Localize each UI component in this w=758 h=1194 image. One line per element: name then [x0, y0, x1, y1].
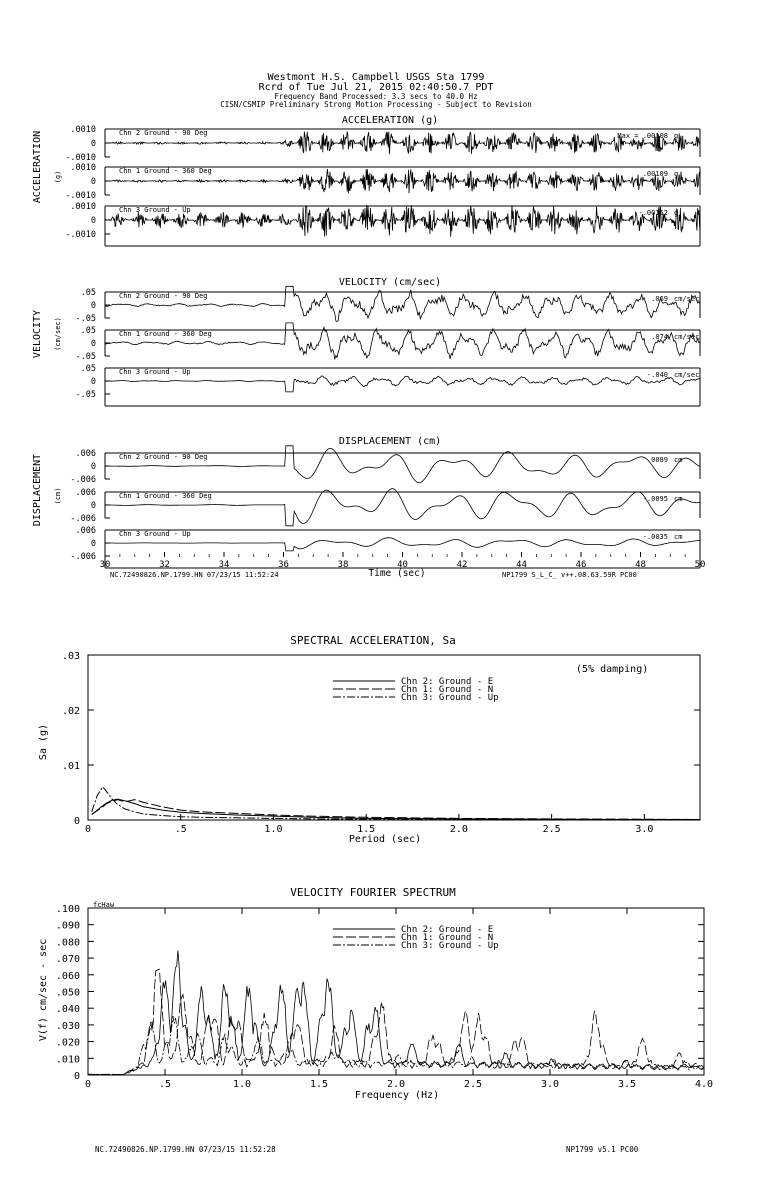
- footer-mid-right: NP1799 S_L_C_ v++.08.63.59R PC00: [502, 571, 637, 579]
- header-line-3: Frequency Band Processed: 3.3 secs to 40.0 Hz: [274, 92, 478, 101]
- vel-ylabel: VELOCITY: [32, 309, 43, 359]
- vel-trace-2-waveform: [105, 323, 700, 360]
- vel-trace-1-peak-value: .069: [651, 295, 668, 303]
- time-tick-label: 36: [278, 560, 289, 570]
- time-axis-label: Time (sec): [368, 568, 426, 579]
- fourier-ytick-label: .010: [55, 1054, 80, 1066]
- acc-trace-1-ytick-label: -.0010: [65, 153, 96, 163]
- header-line-2: Rcrd of Tue Jul 21, 2015 02:40:50.7 PDT: [258, 82, 494, 93]
- acc-trace-2-peak-unit: g: [674, 170, 679, 178]
- fourier-xtick-label: 3.5: [617, 1079, 637, 1090]
- acc-trace-3-peak-value: -.00152: [638, 209, 668, 217]
- time-tick-label: 48: [635, 560, 646, 570]
- fourier-ytick-label: .030: [55, 1020, 80, 1032]
- disp-trace-1-ytick-label: 0: [90, 462, 96, 472]
- acc-trace-2-ytick-label: 0: [90, 177, 96, 187]
- acc-trace-1-peak-unit: g: [674, 132, 679, 140]
- fourier-legend-label-1: Chn 2: Ground - E: [401, 925, 494, 935]
- vel-yunit: (cm/sec): [54, 317, 62, 351]
- vel-trace-3-name: Chn 3 Ground - Up: [119, 368, 191, 376]
- fourier-xlabel: Frequency (Hz): [354, 1090, 440, 1101]
- sa-title: SPECTRAL ACCELERATION, Sa: [290, 634, 456, 647]
- vel-trace-3-waveform: [105, 376, 700, 392]
- acc-trace-2-name: Chn 1 Ground - 360 Deg: [119, 167, 212, 175]
- disp-trace-2-ytick-label: 0: [90, 501, 96, 511]
- vel-trace-1-peak-unit: cm/sec: [674, 295, 700, 303]
- sa-xtick-label: 0: [84, 824, 92, 835]
- sa-series-line-3: [92, 787, 700, 820]
- acc-trace-2-peak-value: .00109: [642, 170, 668, 178]
- acc-ylabel: ACCELERATION: [32, 130, 43, 204]
- fourier-corner-label: fcHaw: [93, 901, 115, 909]
- fourier-xtick-label: 2.0: [386, 1079, 406, 1090]
- vel-trace-1-ytick-label: 0: [90, 301, 96, 311]
- time-tick-label: 42: [456, 560, 468, 570]
- disp-trace-3-waveform: [105, 538, 700, 551]
- sa-xtick-label: .5: [174, 824, 187, 835]
- fourier-ylabel: V(f) cm/sec - sec: [38, 938, 49, 1042]
- fourier-xtick-label: 1.0: [232, 1079, 252, 1090]
- acc-trace-1-peak-value: Max = .00108: [617, 132, 668, 140]
- header-line-1: Westmont H.S. Campbell USGS Sta 1799: [267, 72, 485, 83]
- acc-trace-3-ytick-label: .0010: [70, 202, 96, 212]
- acc-yunit: (g): [54, 170, 62, 184]
- fourier-ytick-label: .100: [55, 904, 80, 915]
- vel-trace-1-ytick-label: -.05: [75, 314, 96, 324]
- sa-ytick-label: .03: [61, 651, 80, 662]
- footer-mid-left: NC.72490826.NP.1799.HN 07/23/15 11:52:24: [110, 571, 279, 579]
- vel-trace-2-peak-unit: cm/sec: [674, 333, 700, 341]
- vel-trace-2-ytick-label: 0: [90, 339, 96, 349]
- fourier-xtick-label: 0: [84, 1079, 92, 1090]
- sa-xtick-label: 2.0: [449, 824, 468, 835]
- vel-trace-1-ytick-label: .05: [80, 288, 96, 298]
- disp-trace-1-peak-unit: cm: [674, 456, 683, 464]
- header-line-4: CISN/CSMIP Preliminary Strong Motion Processing - Subject to Revision: [220, 100, 532, 109]
- sa-xtick-label: 2.5: [542, 824, 561, 835]
- sa-legend-label-3: Chn 3: Ground - Up: [401, 693, 499, 703]
- fourier-series-line-1: [88, 951, 704, 1076]
- time-tick-label: 46: [575, 560, 587, 570]
- time-tick-label: 30: [99, 560, 111, 570]
- sa-legend-label-2: Chn 1: Ground - N: [401, 685, 494, 695]
- acc-trace-3-peak-unit: g: [674, 209, 679, 217]
- sa-damping-note: (5% damping): [576, 664, 649, 675]
- fourier-legend-label-2: Chn 1: Ground - N: [401, 933, 494, 943]
- vel-trace-3-peak-value: -.040: [646, 371, 668, 379]
- disp-trace-3-peak-unit: cm: [674, 533, 683, 541]
- fourier-ytick-label: .090: [55, 920, 80, 932]
- footer-bottom-right: NP1799 v5.1 PC00: [566, 1145, 639, 1154]
- time-tick-label: 50: [694, 560, 706, 570]
- acc-trace-3-ytick-label: -.0010: [65, 230, 96, 240]
- sa-xtick-label: 1.0: [264, 824, 283, 835]
- acc-trace-3-ytick-label: 0: [90, 216, 96, 226]
- disp-trace-1-name: Chn 2 Ground - 90 Deg: [119, 453, 208, 461]
- vel-title: VELOCITY (cm/sec): [338, 277, 442, 288]
- acc-trace-1-ytick-label: 0: [90, 139, 96, 149]
- disp-trace-1-ytick-label: -.006: [70, 475, 96, 485]
- fourier-title: VELOCITY FOURIER SPECTRUM: [290, 886, 456, 899]
- vel-trace-2-ytick-label: .05: [80, 326, 96, 336]
- time-tick-label: 34: [218, 560, 230, 570]
- disp-trace-1-waveform: [105, 446, 700, 483]
- footer-bottom-left: NC.72490826.NP.1799.HN 07/23/15 11:52:28: [95, 1145, 276, 1154]
- disp-trace-1-peak-value: .0089: [646, 456, 668, 464]
- sa-xtick-label: 3.0: [635, 824, 654, 835]
- vel-trace-2-name: Chn 1 Ground - 360 Deg: [119, 330, 212, 338]
- acc-trace-1-name: Chn 2 Ground - 90 Deg: [119, 129, 208, 137]
- sa-ytick-label: 0: [73, 816, 80, 827]
- fourier-ytick-label: 0: [73, 1071, 80, 1082]
- disp-trace-3-ytick-label: .006: [75, 526, 96, 536]
- fourier-ytick-label: .050: [55, 987, 80, 999]
- disp-trace-2-name: Chn 1 Ground - 360 Deg: [119, 492, 212, 500]
- sa-ytick-label: .02: [61, 706, 80, 717]
- vel-trace-3-ytick-label: -.05: [75, 390, 96, 400]
- disp-trace-3-ytick-label: -.006: [70, 552, 96, 562]
- disp-ylabel: DISPLACEMENT: [32, 453, 43, 527]
- sa-plot-frame: [88, 655, 700, 820]
- disp-trace-1-ytick-label: .006: [75, 449, 96, 459]
- time-tick-label: 40: [397, 560, 408, 570]
- vel-trace-3-ytick-label: .05: [80, 364, 96, 374]
- disp-trace-2-peak-unit: cm: [674, 495, 683, 503]
- sa-xlabel: Period (sec): [348, 834, 422, 845]
- sa-ytick-label: .01: [61, 761, 80, 772]
- fourier-ytick-label: .070: [55, 954, 80, 966]
- vel-trace-2-peak-value: .074: [651, 333, 668, 341]
- fourier-xtick-label: .5: [158, 1079, 172, 1090]
- sa-xtick-label: 1.5: [357, 824, 376, 835]
- acc-title: ACCELERATION (g): [341, 115, 439, 126]
- disp-yunit: (cm): [54, 487, 62, 505]
- vel-trace-3-peak-unit: cm/sec: [674, 371, 700, 379]
- acc-trace-3-waveform: [105, 205, 700, 237]
- acc-trace-1-ytick-label: .0010: [70, 125, 96, 135]
- time-tick-label: 32: [159, 560, 170, 570]
- fourier-ytick-label: .080: [55, 937, 80, 949]
- disp-trace-3-ytick-label: 0: [90, 539, 96, 549]
- fourier-ytick-label: .060: [55, 970, 80, 982]
- fourier-ytick-label: .020: [55, 1037, 80, 1049]
- fourier-xtick-label: 1.5: [309, 1079, 329, 1090]
- sa-legend-label-1: Chn 2: Ground - E: [401, 677, 494, 687]
- fourier-xtick-label: 4.0: [694, 1079, 714, 1090]
- vel-trace-3-ytick-label: 0: [90, 377, 96, 387]
- time-tick-label: 44: [516, 560, 527, 570]
- disp-trace-2-peak-value: -.0095: [642, 495, 668, 503]
- disp-title: DISPLACEMENT (cm): [338, 436, 442, 447]
- acc-trace-2-ytick-label: -.0010: [65, 191, 96, 201]
- vel-trace-1-name: Chn 2 Ground - 90 Deg: [119, 292, 208, 300]
- disp-trace-2-ytick-label: -.006: [70, 514, 96, 524]
- fourier-ytick-label: .040: [55, 1004, 80, 1016]
- acc-trace-2-ytick-label: .0010: [70, 163, 96, 173]
- time-tick-label: 38: [337, 560, 349, 570]
- disp-trace-3-name: Chn 3 Ground - Up: [119, 530, 191, 538]
- fourier-xtick-label: 3.0: [540, 1079, 560, 1090]
- disp-trace-3-peak-value: -.0035: [642, 533, 668, 541]
- vel-trace-2-ytick-label: -.05: [75, 352, 96, 362]
- disp-trace-2-ytick-label: .006: [75, 488, 96, 498]
- fourier-legend-label-3: Chn 3: Ground - Up: [401, 941, 499, 951]
- sa-ylabel: Sa (g): [38, 723, 49, 761]
- fourier-xtick-label: 2.5: [463, 1079, 483, 1090]
- acc-trace-3-name: Chn 3 Ground - Up: [119, 206, 191, 214]
